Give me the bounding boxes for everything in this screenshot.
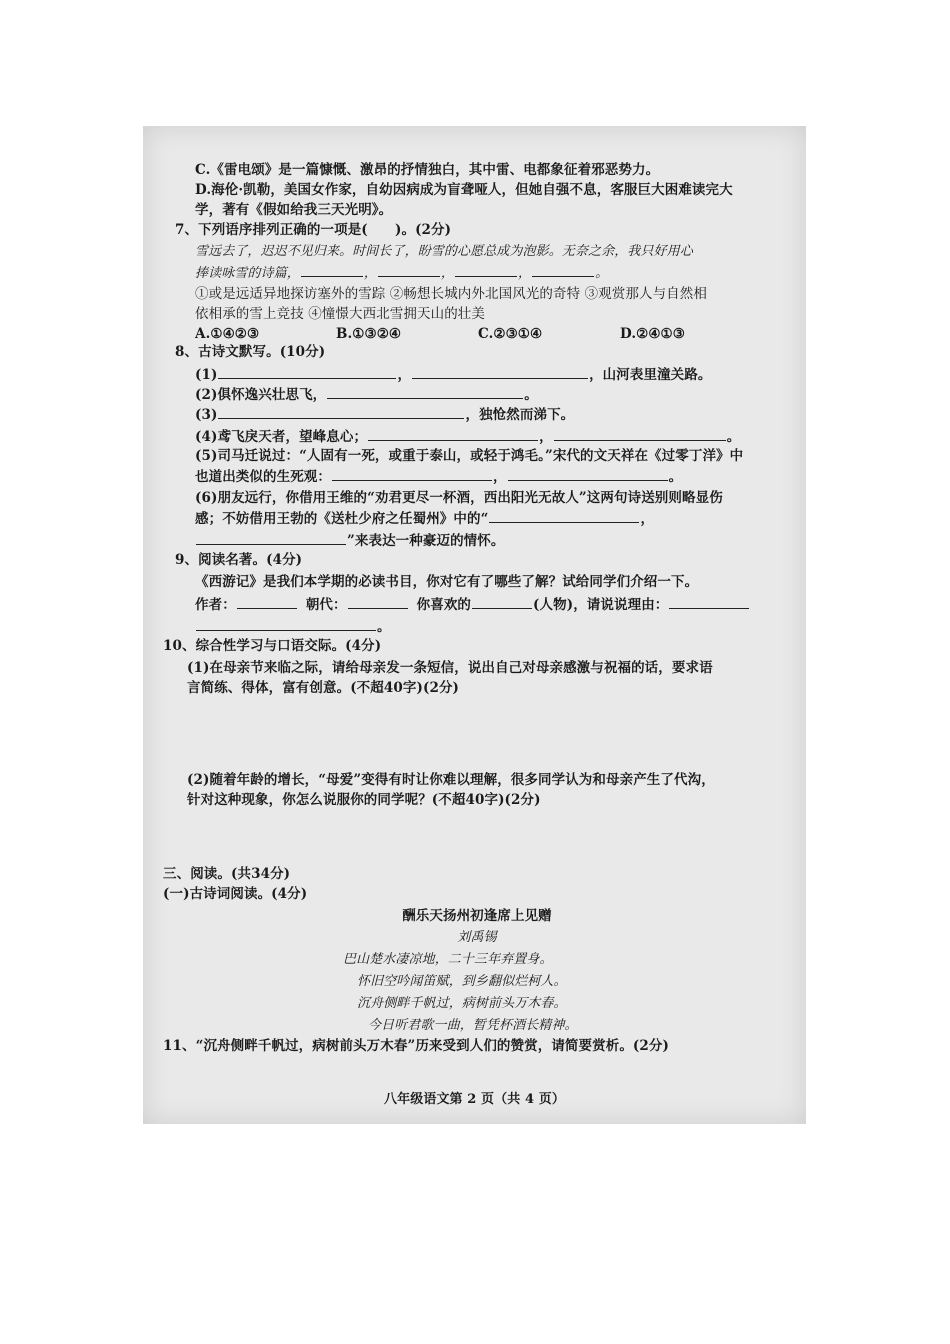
character-blank[interactable] [472,596,532,609]
author-blank[interactable] [237,596,297,609]
q7-options-line-2: 依相承的雪上竞技 ④憧憬大西北雪拥天山的壮美 [195,306,485,322]
q8-item-1: (1) ， ，山河表里潼关路。 [195,367,712,383]
q8-item-6-end [195,532,504,549]
q8-item-3 [195,406,574,423]
item-text: ，山河表里潼关路。 [589,367,712,383]
q10-part-2-continued: 针对这种现象，你怎么说服你的同学呢？(不超40字)(2分) [187,792,541,808]
question-8: 8、古诗文默写。(10分) [175,344,326,360]
q10-part-1-continued: 言简练、得体，富有创意。(不超40字)(2分) [187,680,460,696]
q7-passage-end: 。 [595,266,609,281]
item-text: ”来表达一种豪迈的情怀。 [347,533,505,549]
choice-c[interactable]: C.②③①④ [478,326,543,342]
reason-label: (人物)，请说说理由： [533,597,669,613]
q8-item-6-continued: 感；不妨借用王勃的《送杜少府之任蜀州》中的“ ， [195,511,655,527]
q9-end: 。 [377,619,391,635]
q8-item-5-continued: 也道出类似的生死观： ， 。 [195,469,683,485]
option-d-continued: 学，著有《假如给我三天光明》。 [195,202,393,218]
q10-part-2: (2)随着年龄的增长，“母爱”变得有时让你难以理解，很多同学认为和母亲产生了代沟， [187,772,715,788]
answer-blank[interactable] [532,264,594,277]
item-text: (4)鸢飞戾天者，望峰息心； [195,429,368,445]
answer-blank[interactable] [301,264,363,277]
reason-blank-2[interactable] [196,618,376,631]
answer-blank[interactable] [378,264,440,277]
page-footer: 八年级语文第 2 页（共 4 页） [384,1092,565,1107]
poem-line-3: 沉舟侧畔千帆过，病树前头万木春。 [357,996,567,1011]
option-c-line: C.《雷电颂》是一篇慷慨、激昂的抒情独白，其中雷、电都象征着邪恶势力。 [195,162,660,178]
answer-blank[interactable] [332,468,492,481]
q10-part-1: (1)在母亲节来临之际，请给母亲发一条短信，说出自己对母亲感激与祝福的话，要求语 [187,660,713,676]
reason-blank[interactable] [669,596,749,609]
answer-blank[interactable] [327,386,523,399]
dynasty-label: 朝代： [305,597,347,613]
answer-blank[interactable] [489,510,639,523]
answer-blank[interactable] [368,428,538,441]
section-3-heading: 三、阅读。(共34分) [163,866,291,882]
option-d-line: D.海伦·凯勒，美国女作家，自幼因病成为盲聋哑人，但她自强不息，客服巨大困难读完大 [195,182,733,198]
q9-reason-line [195,618,391,635]
item-text: 感；不妨借用王勃的《送杜少府之任蜀州》中的“ [195,511,489,527]
question-11: 11、“沉舟侧畔千帆过，病树前头万木春”历来受到人们的赞赏，请简要赏析。(2分) [163,1038,669,1054]
q8-item-5: (5)司马迁说过：“人固有一死，或重于泰山，或轻于鸿毛。”宋代的文天祥在《过零丁洋》中 [195,448,744,464]
item-text-end: 。 [668,469,683,485]
choice-d[interactable]: D.②④①③ [620,326,685,342]
author-label: 作者： [195,597,236,613]
poem-line-1: 巴山楚水凄凉地，二十三年弃置身。 [343,952,553,967]
question-7: 7、下列语序排列正确的一项是( )。(2分) [175,222,452,238]
answer-blank[interactable] [508,468,668,481]
item-text: (2)俱怀逸兴壮思飞， [195,387,327,403]
q7-options-line-1: ①或是远适异地探访塞外的雪踪 ②畅想长城内外北国风光的奇特 ③观赏那人与自然相 [195,286,707,302]
q9-fields [195,596,750,613]
q7-passage-line-1: 雪远去了，迟迟不见归来。时间长了，盼雪的心愿总成为泡影。无奈之余，我只好用心 [195,244,693,259]
answer-blank[interactable] [554,428,726,441]
q8-item-2 [195,386,538,403]
scanned-exam-page [143,126,806,1124]
question-9: 9、阅读名著。(4分) [175,552,303,568]
item-number: (1) [195,367,218,383]
choice-b[interactable]: B.①③②④ [336,326,402,342]
item-text: ，独怆然而涕下。 [465,407,575,423]
answer-blank[interactable] [218,406,464,419]
q7-passage-start: 捧读咏雪的诗篇， [195,266,300,281]
item-number: (3) [195,407,218,423]
choice-a[interactable]: A.①④②③ [195,326,260,342]
answer-blank[interactable] [196,532,346,545]
favorite-label: 你喜欢的 [416,597,472,613]
poem-author: 刘禹锡 [457,930,497,945]
subsection-1-heading: (一)古诗词阅读。(4分) [163,886,308,902]
item-text: 也道出类似的生死观： [195,469,331,485]
question-10: 10、综合性学习与口语交际。(4分) [163,638,382,654]
answer-blank[interactable] [455,264,517,277]
item-text-end: 。 [726,429,741,445]
poem-title: 酬乐天扬州初逢席上见赠 [402,908,552,924]
q7-passage-line-2: 捧读咏雪的诗篇， ， ， ， 。 [195,266,609,281]
poem-line-4: 今日听君歌一曲，暂凭杯酒长精神。 [368,1018,578,1033]
q9-prompt: 《西游记》是我们本学期的必读书目，你对它有了哪些了解？试给同学们介绍一下。 [195,574,699,590]
q8-item-4: (4)鸢飞戾天者，望峰息心； ， 。 [195,429,741,445]
q8-item-6: (6)朋友远行，你借用王维的“劝君更尽一杯酒，西出阳光无故人”这两句诗送别则略显伤 [195,490,723,506]
answer-blank[interactable] [218,366,396,379]
answer-blank[interactable] [412,366,588,379]
poem-line-2: 怀旧空吟闻笛赋，到乡翻似烂柯人。 [357,974,567,989]
item-text-end: 。 [524,387,538,403]
dynasty-blank[interactable] [348,596,408,609]
